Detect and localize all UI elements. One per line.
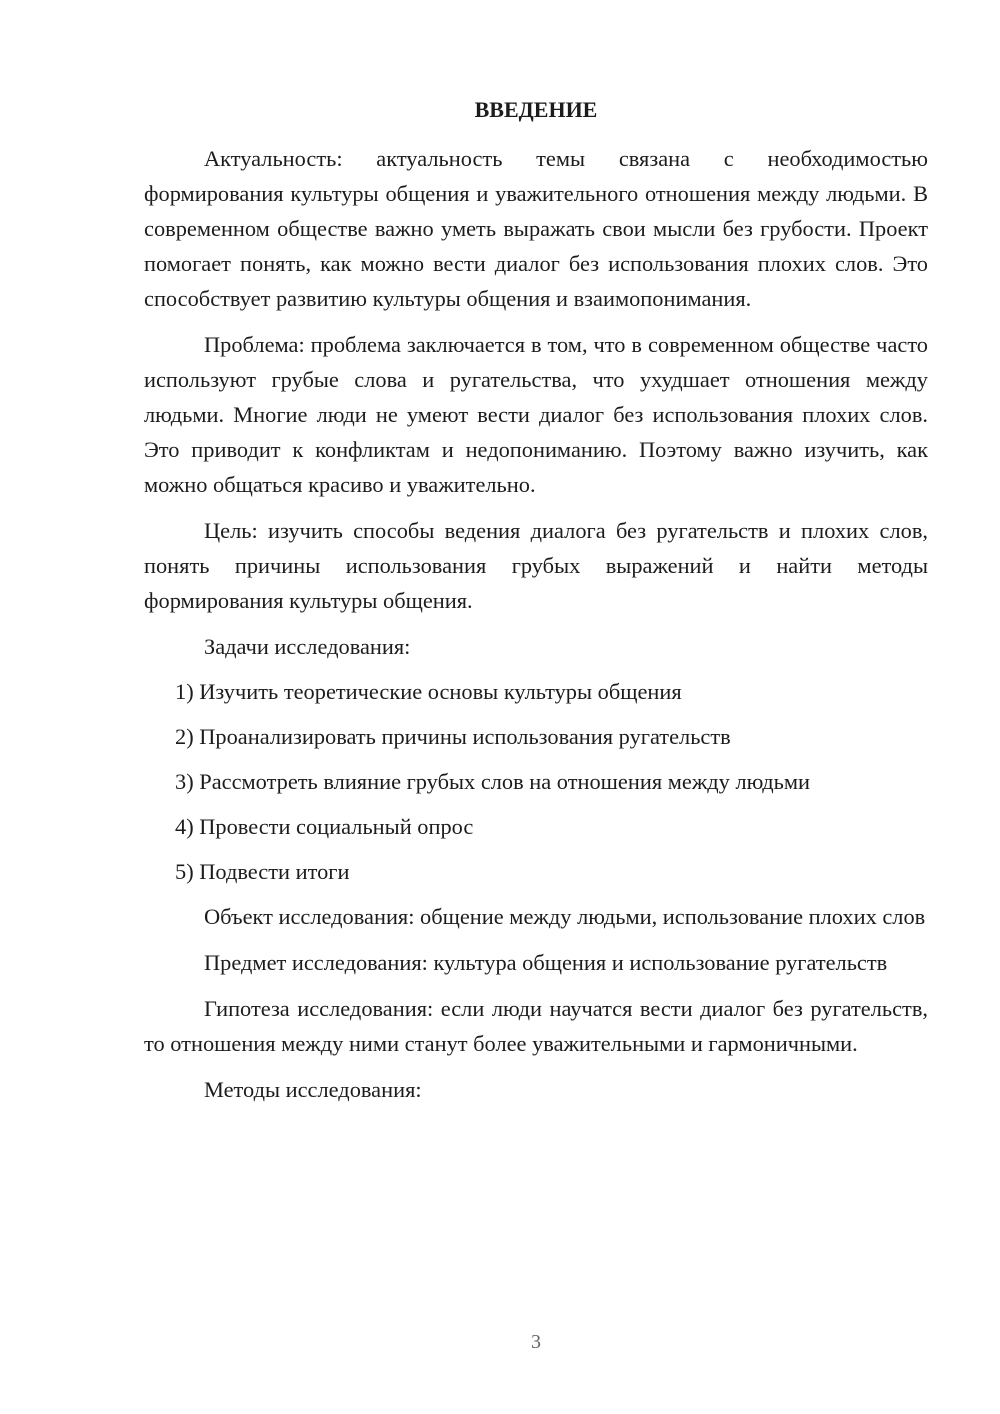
goal-paragraph: Цель: изучить способы ведения диалога без ругательств и плохих слов, понять причины использования грубых выражений и найти методы формирования культуры общения.: [144, 518, 928, 613]
relevance-paragraph: Актуальность: актуальность темы связана с необходимостью формирования культуры общения и уважительного отношения между людьми. В современном обществе важно уметь выражать свои мысли без грубости. Проект помогает понять, как можно вести диалог без использования плохих слов. Это способствует развитию культуры общения и взаимопонимания.: [144, 146, 928, 311]
section-heading: ВВЕДЕНИЕ: [474, 97, 598, 122]
task-list: [144, 674, 928, 889]
page-number: 3: [531, 1331, 541, 1353]
list-item: 5) Подвести итоги: [175, 859, 350, 884]
list-item: 4) Провести социальный опрос: [175, 814, 474, 839]
list-item: 3) Рассмотреть влияние грубых слов на отношения между людьми: [175, 769, 810, 794]
tasks-title: Задачи исследования:: [204, 634, 411, 659]
object-paragraph: Объект исследования: общение между людьми, использование плохих слов: [204, 904, 926, 929]
list-item: 1) Изучить теоретические основы культуры общения: [175, 679, 682, 704]
hypothesis-paragraph: Гипотеза исследования: если люди научатся вести диалог без ругательств, то отношения между ними станут более уважительными и гармоничными.: [144, 996, 928, 1056]
subject-paragraph: Предмет исследования: культура общения и использование ругательств: [204, 950, 888, 975]
methods-title: Методы исследования:: [204, 1077, 422, 1102]
page-content: [144, 92, 928, 1117]
list-item: 2) Проанализировать причины использования ругательств: [175, 724, 731, 749]
problem-paragraph: Проблема: проблема заключается в том, что в современном обществе часто используют грубые слова и ругательства, что ухудшает отношения между людьми. Многие люди не умеют вести диалог без использования плохих слов. Это приводит к конфликтам и недопониманию. Поэтому важно изучить, как можно общаться красиво и уважительно.: [144, 332, 928, 497]
